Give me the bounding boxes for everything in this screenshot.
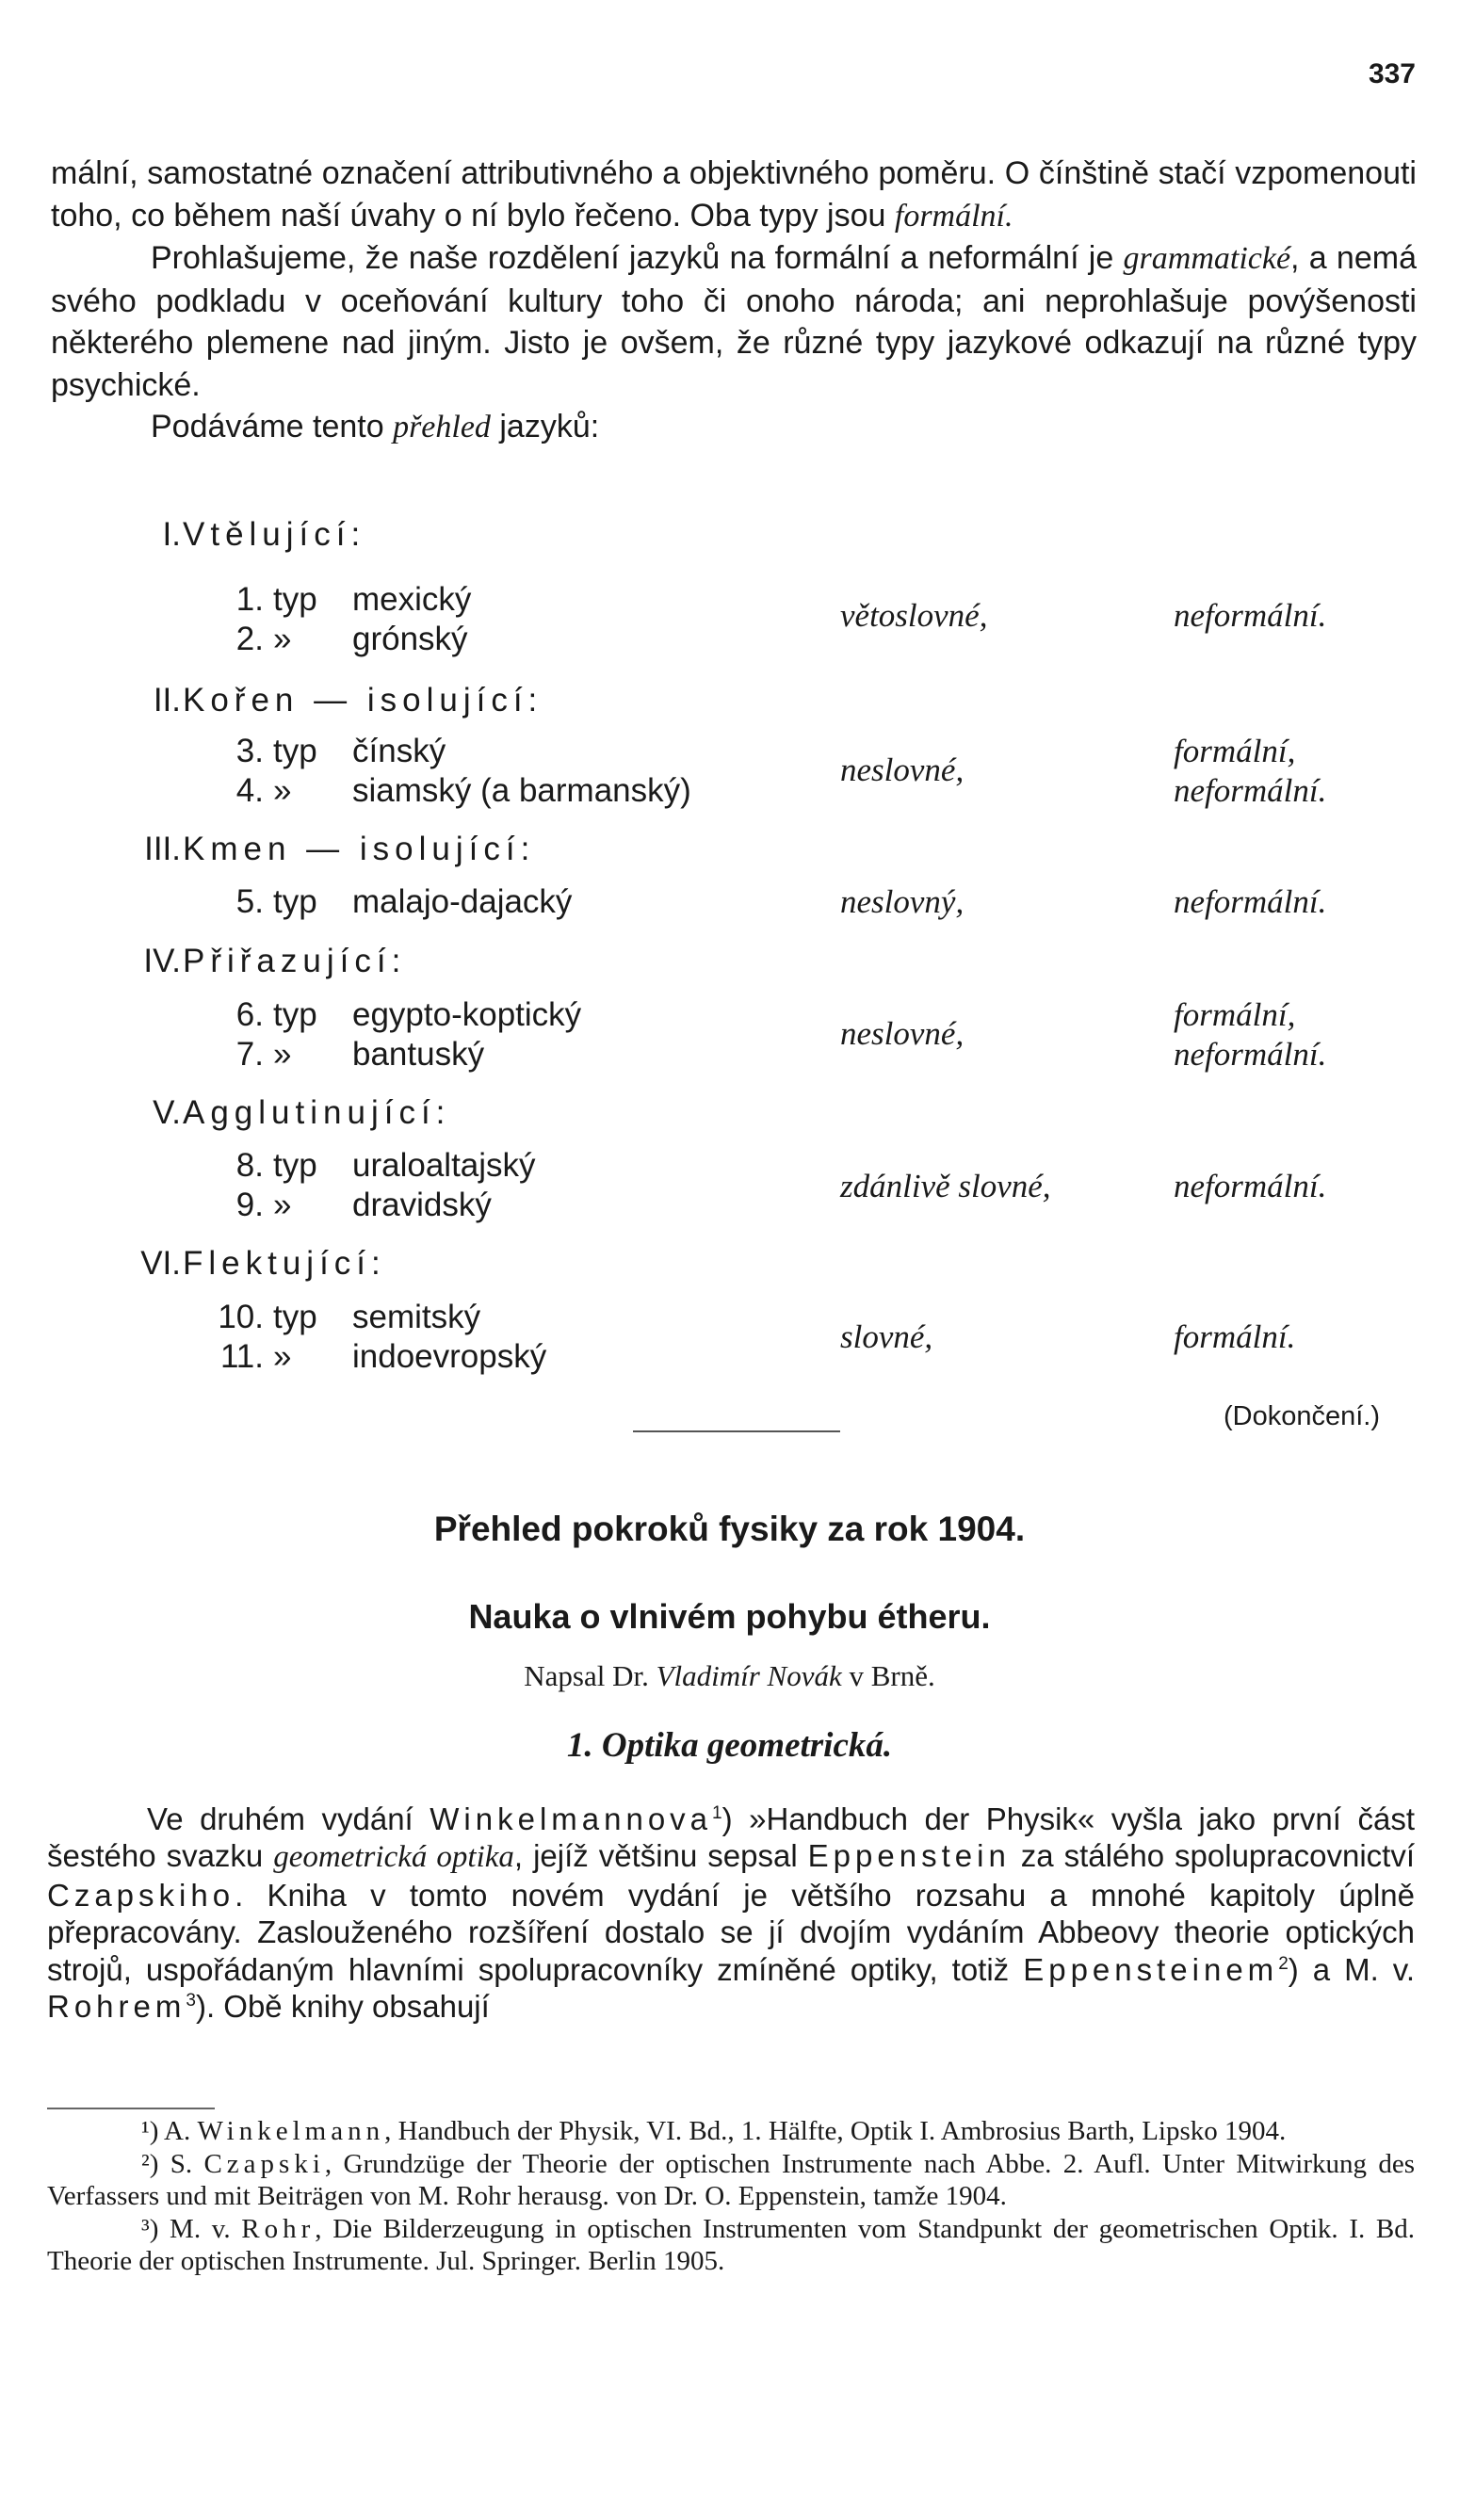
article-byline: Napsal Dr. Vladimír Novák v Brně. xyxy=(524,1659,935,1692)
intro-text xyxy=(51,153,1417,449)
continuation-note: (Dokončení.) xyxy=(1223,1401,1380,1431)
form-property: formální, xyxy=(1174,996,1296,1033)
article-subtitle: Nauka o vlnivém pohybu étheru. xyxy=(468,1597,991,1636)
article-title: Přehled pokroků fysiky za rok 1904. xyxy=(433,1510,1026,1548)
word-property: neslovný, xyxy=(840,883,965,920)
spaced-name: Eppensteinem xyxy=(1023,1951,1279,1987)
group-title: Vtělující: xyxy=(183,516,366,553)
group-numeral: I. xyxy=(162,516,181,553)
italic-term: geometrická optika xyxy=(273,1840,514,1875)
document-page: 337 mální, samostatné označení attributivného a objektivného poměru. O čínštině stačí vzpomenouti toho, co během naší úvahy o ní bylo řečeno. Oba typy jsou formální. Prohlašujeme, že naše rozdělení jazyků na formální a neformální je grammatické, a nemá svého podkladu v oceňování kultury toho či onoho národa; ani neprohlašuje povýšenosti některého plemene nad jiným. Jisto je ovšem, že různé typy jazykové odkazují na různé typy psychické. Podáváme tento přehled jazyků: I. Vtělující: 1. typ mexický větoslovné, neformální. 2. » grónský II. Kořen — isolující: 3. typ čínský formální, neslovné, 4. » siamský (a barmanský) neformální. III. Kmen — isolující: 5. typ malajo-dajacký neslovný, neformální. IV. Přiřazující: 6. typ egypto-koptický formální, neslovné, 7. » bantuský neformální. V. Agglutinující: 8. typ uraloaltajský zdánlivě slovné, neformální. 9. » dravidský VI. Flektující: 10. typ semitský slovné, formální. 11. » indoevropský (Dokončení.) Přehled pokroků fysiky za rok 1904. Nauka o vlnivém pohybu étheru. Napsal Dr. Vladimír Novák v Brně. 1. Optika geometrická. Ve druhém vydání Winkelmannova$^1$) »Handbuch der Physik« vyšla jako první část šestého svazku geometrická optika, jejíž většinu sepsal Eppenstein za stálého spolupracovnictví Czapskiho. Kniha v tomto novém vydání je většího rozsahu a mnohé kapitoly úplně přepracovány. Zaslouženého rozšíření dostalo se jí dvojím vydáním Abbeovy theorie optických strojů, uspořádaným hlavními spolupracovníky zmíněné optiky, totiž Eppensteinem$^2$) a M. v. Rohrem$^3$). Obě knihy obsahují ¹) A. Winkelmann, Handbuch der Physik, VI. Bd., 1. Hälfte, Optik I. Ambrosius Barth, Lipsko 1904. ²) S. Czapski, Grundzüge der Theorie der optischen Instrumente nach Abbe. 2. Aufl. Unter Mitwirkung des Verfassers und mit Beiträgen von M. Rohr herausg. von Dr. O. Eppenstein, tamže 1904. ³) M. v. Rohr, Die Bilderzeugung in optischen Instrumenten vom Standpunkt der geometrischen Optik. I. Bd. Theorie der optischen Instrumente. Jul. Springer. Berlin 1905. xyxy=(0,0,1459,2520)
form-property: neformální. xyxy=(1174,772,1327,809)
footnote-ref: 2 xyxy=(1278,1953,1289,1974)
form-property: formální, xyxy=(1174,733,1296,769)
word-property: větoslovné, xyxy=(840,597,988,634)
intro-paragraph-1: mální, samostatné označení attributivného a objektivného poměru. O čínštině stačí vzpomenouti toho, co během naší úvahy o ní bylo řečeno. Oba typy jsou formální. xyxy=(51,155,1417,234)
intro-paragraph-2: Prohlašujeme, že naše rozdělení jazyků na formální a neformální je grammatické, a nemá svého podkladu v oceňování kultury toho či onoho národa; ani neprohlašuje povýšenosti některého plemene nad jiným. Jisto je ovšem, že různé typy jazykové odkazují na různé typy psychické. xyxy=(51,240,1417,403)
footnote-ref: 3 xyxy=(186,1991,196,2011)
italic-term: grammatické xyxy=(1123,241,1291,276)
word-property: neslovné, xyxy=(840,1015,965,1052)
form-property: neformální. xyxy=(1174,883,1327,920)
page-number: 337 xyxy=(1368,58,1416,89)
footnote-2: ²) S. Czapski, Grundzüge der Theorie der optischen Instrumente nach Abbe. 2. Aufl. Unter Mitwirkung des Verfassers und mit Beiträgen von M. Rohr herausg. von Dr. O. Eppenstein, tamže 1904. xyxy=(47,2148,1415,2211)
footnote-divider xyxy=(47,2108,215,2109)
body-paragraph: Ve druhém vydání Winkelmannova$^1$) »Handbuch der Physik« vyšla jako první část šestého svazku geometrická optika, jejíž většinu sepsal Eppenstein za stálého spolupracovnictví Czapskiho. Kniha v tomto novém vydání je většího rozsahu a mnohé kapitoly úplně přepracovány. Zaslouženého rozšíření dostalo se jí dvojím vydáním Abbeovy theorie optických strojů, uspořádaným hlavními spolupracovníky zmíněné optiky, totiž Eppensteinem$^2$) a M. v. Rohrem$^3$). Obě knihy obsahují xyxy=(47,1801,1415,2025)
footnote-3: ³) M. v. Rohr, Die Bilderzeugung in optischen Instrumenten vom Standpunkt der geometrischen Optik. I. Bd. Theorie der optischen Instrumente. Jul. Springer. Berlin 1905. xyxy=(47,2213,1415,2276)
intro-paragraph-3: Podáváme tento přehled jazyků: xyxy=(151,409,600,444)
word-property: neslovné, xyxy=(840,751,965,788)
form-property: neformální. xyxy=(1174,1168,1327,1204)
footnote-ref: 1 xyxy=(712,1803,722,1823)
footnote-1: ¹) A. Winkelmann, Handbuch der Physik, VI. Bd., 1. Hälfte, Optik I. Ambrosius Barth, Lipsko 1904. xyxy=(141,2116,1287,2146)
spaced-name: Czapskiho xyxy=(47,1877,235,1913)
form-property: neformální. xyxy=(1174,597,1327,634)
footnotes xyxy=(47,2115,1415,2278)
author-name: Vladimír Novák xyxy=(656,1659,842,1692)
italic-term: formální. xyxy=(894,198,1013,234)
section-heading: 1. Optika geometrická. xyxy=(566,1726,893,1765)
spaced-name: Winkelmannova xyxy=(430,1801,713,1836)
section-divider xyxy=(633,1430,840,1432)
form-property: neformální. xyxy=(1174,1036,1327,1073)
word-property: zdánlivě slovné, xyxy=(840,1168,1051,1204)
word-property: slovné, xyxy=(840,1318,933,1355)
spaced-name: Eppenstein xyxy=(807,1838,1011,1874)
italic-term: přehled xyxy=(393,410,491,444)
form-property: formální. xyxy=(1174,1318,1296,1355)
spaced-name: Rohrem xyxy=(47,1989,186,2025)
